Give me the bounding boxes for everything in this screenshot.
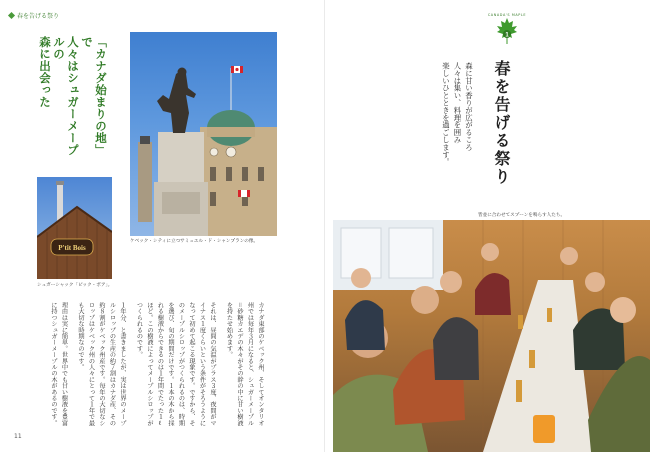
lead-line-1: 森に甘い香りが広がるころ [464, 62, 474, 151]
headline-line-2: 人々はシュガーメープルの [52, 36, 80, 156]
running-head [9, 11, 59, 20]
body-text [50, 302, 265, 432]
sugar-shack-photo [37, 177, 112, 279]
body-paragraph-2: それは、昼間の気温がプラス３度、夜間がマイナス１度くらいという条件がそろうようになって初めて起こる現象です。ですから、そのメープルシロップがつくられるのは、時期を選び、旬の期間だけです。１本の木から採れる樹液からできるのは１年間でたった１ℓほど。この樹液によってメープルシロップがつくられるのです。 [135, 302, 216, 427]
badge-label: CANADA'S MAPLE [487, 13, 527, 17]
body-paragraph-1: カナダ東部のケベック州、そしてオンタリオ州では毎年３月になると、シュガーメープル＝砂糖カエデの木々がその幹の中に甘い樹液を持たせ始めます。 [225, 302, 264, 426]
lead-text [440, 62, 475, 172]
body-paragraph-3: １年分、と書きましたが、実は世界のメープルシロップの生産の約７割はカナダ産、その約８割がケベック州産です。毎年の大切なシロップはケベック州の人々にとって１年で最も大切な時期なのです。 [77, 302, 126, 426]
quebec-statue-photo [130, 32, 277, 236]
lead-line-2: 人々は集い、料理を囲み [453, 62, 462, 144]
maple-leaf-icon [494, 12, 520, 56]
quebec-statue-illustration [130, 32, 277, 236]
shack-photo-caption: シュガーシャック「ピック・ボア」。 [37, 283, 113, 288]
party-photo-caption: 皆並に合わせてスプーンを鳴らす人たち。 [478, 213, 566, 218]
page-number: 11 [14, 433, 22, 440]
quebec-photo-caption: ケベック・シティに立つサミュエル・ド・シャンプランの像。 [130, 239, 259, 244]
headline-line-3: 森に出会った [38, 36, 52, 108]
sugar-shack-illustration [37, 177, 112, 279]
shack-sign-text: P'tit Bois [58, 244, 86, 252]
body-paragraph-4: 理由は実に簡単。世界中でも甘い樹液を豊富に持つシュガーメープルの木があるのです。 [50, 302, 68, 426]
party-photo [333, 220, 650, 452]
headline-line-1: 「カナダ始まりの地」で [80, 36, 108, 156]
sugar-shack-party-illustration [333, 220, 650, 452]
lead-line-3: 楽しいひとときを過ごします。 [441, 62, 451, 166]
section-title: 春を告げる祭り [492, 60, 511, 186]
headline [38, 36, 108, 156]
badge-number: 1 [505, 32, 509, 39]
running-head-text: 春を告げる祭り [17, 13, 60, 20]
diamond-icon [8, 12, 15, 19]
